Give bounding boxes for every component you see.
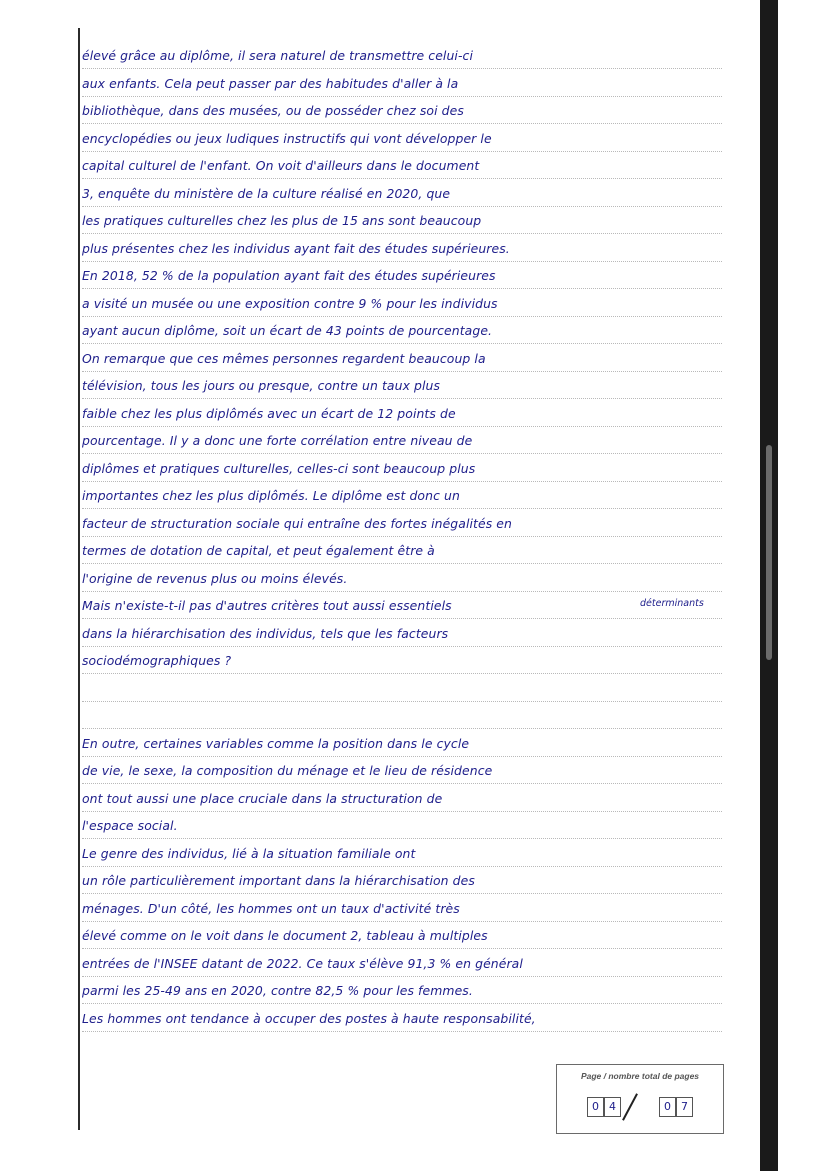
handwritten-line: entrées de l'INSEE datant de 2022. Ce taux s'élève 91,3 % en général	[82, 954, 722, 977]
handwritten-line: parmi les 25-49 ans en 2020, contre 82,5 % pour les femmes.	[82, 981, 722, 1004]
handwritten-line: dans la hiérarchisation des individus, tels que les facteurs	[82, 624, 722, 647]
handwritten-line: les pratiques culturelles chez les plus de 15 ans sont beaucoup	[82, 211, 722, 234]
total-digit: 0	[659, 1097, 676, 1117]
handwritten-line: ayant aucun diplôme, soit un écart de 43 points de pourcentage.	[82, 321, 722, 344]
page-digit: 4	[604, 1097, 621, 1117]
handwritten-line: En 2018, 52 % de la population ayant fait des études supérieures	[82, 266, 722, 289]
page-slash	[622, 1093, 638, 1120]
handwritten-line: télévision, tous les jours ou presque, contre un taux plus	[82, 376, 722, 399]
handwritten-line: a visité un musée ou une exposition contre 9 % pour les individus	[82, 294, 722, 317]
handwritten-line: un rôle particulièrement important dans la hiérarchisation des	[82, 871, 722, 894]
handwritten-line: On remarque que ces mêmes personnes regardent beaucoup la	[82, 349, 722, 372]
handwritten-line: élevé grâce au diplôme, il sera naturel de transmettre celui-ci	[82, 46, 722, 69]
handwritten-text-area	[82, 0, 722, 1171]
total-digit: 7	[676, 1097, 693, 1117]
handwritten-line: sociodémographiques ?	[82, 651, 722, 674]
handwritten-line: ménages. D'un côté, les hommes ont un taux d'activité très	[82, 899, 722, 922]
handwritten-line: faible chez les plus diplômés avec un écart de 12 points de	[82, 404, 722, 427]
handwritten-line: de vie, le sexe, la composition du ménage et le lieu de résidence	[82, 761, 722, 784]
handwritten-line: l'origine de revenus plus ou moins élevés.	[82, 569, 722, 592]
handwritten-line: En outre, certaines variables comme la position dans le cycle	[82, 734, 722, 757]
handwritten-line: capital culturel de l'enfant. On voit d'ailleurs dans le document	[82, 156, 722, 179]
margin-annotation: déterminants	[640, 598, 704, 609]
handwritten-line: diplômes et pratiques culturelles, celles-ci sont beaucoup plus	[82, 459, 722, 482]
handwritten-line: Les hommes ont tendance à occuper des postes à haute responsabilité,	[82, 1009, 722, 1032]
page-box-label: Page / nombre total de pages	[580, 1071, 700, 1081]
handwritten-line: pourcentage. Il y a donc une forte corrélation entre niveau de	[82, 431, 722, 454]
handwritten-line: facteur de structuration sociale qui entraîne des fortes inégalités en	[82, 514, 722, 537]
handwritten-line: plus présentes chez les individus ayant fait des études supérieures.	[82, 239, 722, 262]
handwritten-line: aux enfants. Cela peut passer par des habitudes d'aller à la	[82, 74, 722, 97]
handwritten-line: importantes chez les plus diplômés. Le diplôme est donc un	[82, 486, 722, 509]
scroll-gutter	[760, 0, 828, 1171]
handwritten-line: l'espace social.	[82, 816, 722, 839]
margin-line	[78, 28, 80, 1130]
scrollbar-thumb[interactable]	[766, 445, 772, 660]
handwritten-line: élevé comme on le voit dans le document 2, tableau à multiples	[82, 926, 722, 949]
scrollbar-track[interactable]	[760, 0, 778, 1171]
handwritten-line: termes de dotation de capital, et peut également être à	[82, 541, 722, 564]
handwritten-line: 3, enquête du ministère de la culture réalisé en 2020, que	[82, 184, 722, 207]
handwritten-line: Le genre des individus, lié à la situation familiale ont	[82, 844, 722, 867]
handwritten-line: encyclopédies ou jeux ludiques instructifs qui vont développer le	[82, 129, 722, 152]
page-digit: 0	[587, 1097, 604, 1117]
handwritten-line	[82, 679, 722, 702]
handwritten-line: bibliothèque, dans des musées, ou de posséder chez soi des	[82, 101, 722, 124]
handwritten-line: ont tout aussi une place cruciale dans la structuration de	[82, 789, 722, 812]
handwritten-line	[82, 706, 722, 729]
handwritten-line: Mais n'existe-t-il pas d'autres critères tout aussi essentiels	[82, 596, 722, 619]
page-number-box	[556, 1064, 724, 1134]
